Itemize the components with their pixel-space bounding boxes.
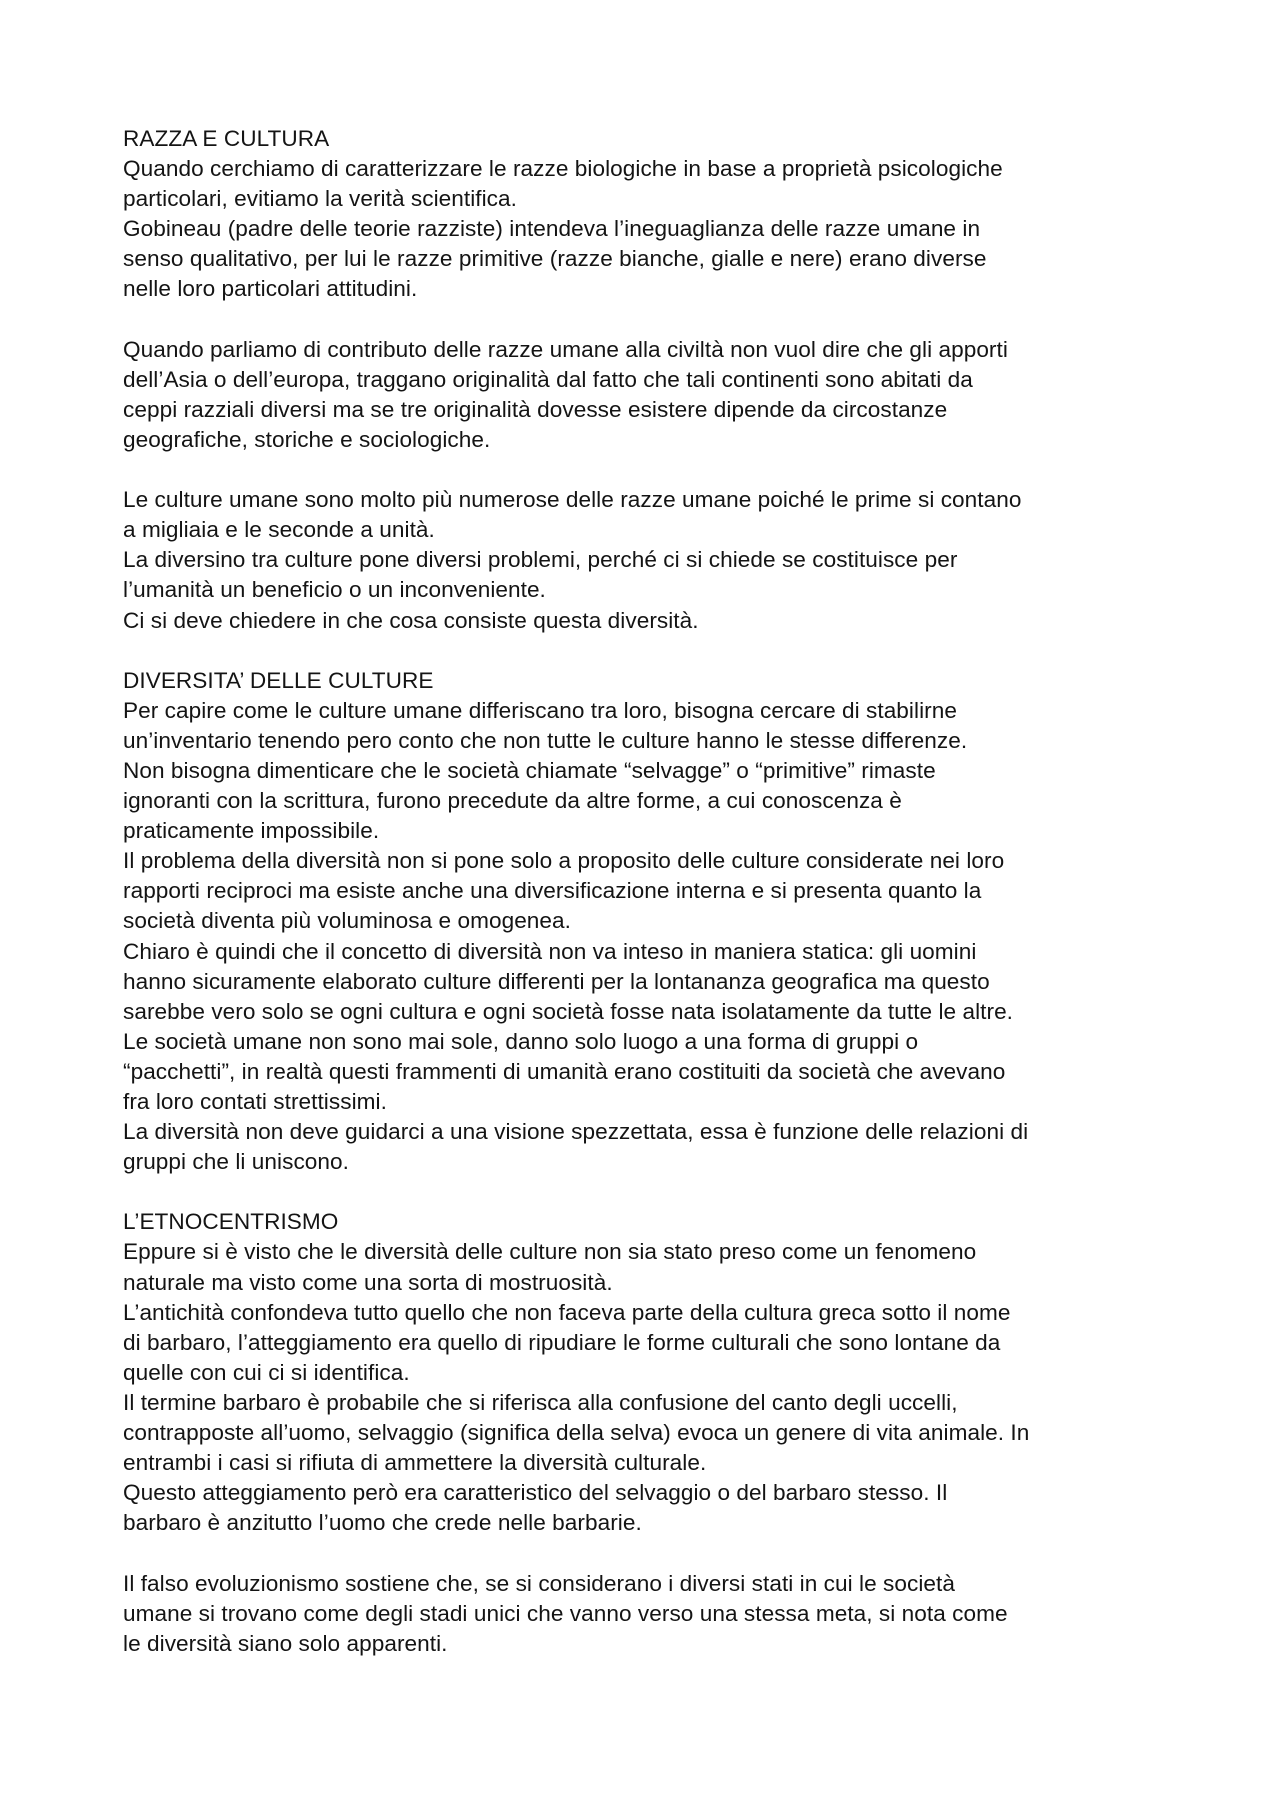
text-line: dell’Asia o dell’europa, traggano originalità dal fatto che tali continenti sono abitati da xyxy=(123,366,973,392)
paragraph-spacer xyxy=(123,305,1183,335)
text-line: geografiche, storiche e sociologiche. xyxy=(123,426,491,452)
text-line: DIVERSITA’ DELLE CULTURE xyxy=(123,667,434,693)
text-line: Chiaro è quindi che il concetto di diversità non va inteso in maniera statica: gli uomini xyxy=(123,938,977,964)
text-line: Il problema della diversità non si pone solo a proposito delle culture considerate nei loro xyxy=(123,848,1005,874)
text-line: Per capire come le culture umane differiscano tra loro, bisogna cercare di stabilirne xyxy=(123,697,957,723)
text-line: Questo atteggiamento però era caratteristico del selvaggio o del barbaro stesso. Il xyxy=(123,1480,948,1506)
paragraph-spacer xyxy=(123,636,1183,666)
text-line: le diversità siano solo apparenti. xyxy=(123,1630,448,1656)
text-line: nelle loro particolari attitudini. xyxy=(123,276,418,302)
text-line: quelle con cui ci si identifica. xyxy=(123,1359,410,1385)
text-line: praticamente impossibile. xyxy=(123,818,380,844)
text-line: Il falso evoluzionismo sostiene che, se si considerano i diversi stati in cui le società xyxy=(123,1570,955,1596)
text-line: l’umanità un beneficio o un inconveniente. xyxy=(123,577,546,603)
text-line: L’antichità confondeva tutto quello che non faceva parte della cultura greca sotto il nome xyxy=(123,1299,1011,1325)
text-line: Eppure si è visto che le diversità delle culture non sia stato preso come un fenomeno xyxy=(123,1239,977,1265)
text-line: sarebbe vero solo se ogni cultura e ogni società fosse nata isolatamente da tutte le altre. xyxy=(123,998,1014,1024)
text-line: contrapposte all’uomo, selvaggio (significa della selva) evoca un genere di vita animale. In xyxy=(123,1420,1030,1446)
text-line: L’ETNOCENTRISMO xyxy=(123,1209,339,1235)
text-line: “pacchetti”, in realtà questi frammenti di umanità erano costituiti da società che avevano xyxy=(123,1058,1006,1084)
text-line: società diventa più voluminosa e omogenea. xyxy=(123,908,571,934)
text-line: barbaro è anzitutto l’uomo che crede nelle barbarie. xyxy=(123,1510,642,1536)
text-line: senso qualitativo, per lui le razze primitive (razze bianche, gialle e nere) erano diverse xyxy=(123,246,987,272)
text-line: di barbaro, l’atteggiamento era quello di ripudiare le forme culturali che sono lontane da xyxy=(123,1329,1001,1355)
text-line: particolari, evitiamo la verità scientifica. xyxy=(123,186,517,212)
text-line: gruppi che li uniscono. xyxy=(123,1149,349,1175)
text-line: Quando parliamo di contributo delle razze umane alla civiltà non vuol dire che gli apporti xyxy=(123,336,1008,362)
text-line: Non bisogna dimenticare che le società chiamate “selvagge” o “primitive” rimaste xyxy=(123,757,936,783)
text-line: entrambi i casi si rifiuta di ammettere la diversità culturale. xyxy=(123,1450,707,1476)
paragraph-spacer xyxy=(123,1177,1183,1207)
text-line: ceppi razziali diversi ma se tre originalità dovesse esistere dipende da circostanze xyxy=(123,396,948,422)
paragraph-spacer xyxy=(123,1538,1183,1568)
text-line: Quando cerchiamo di caratterizzare le razze biologiche in base a proprietà psicologiche xyxy=(123,156,1003,182)
text-line: Le società umane non sono mai sole, danno solo luogo a una forma di gruppi o xyxy=(123,1028,919,1054)
text-line: un’inventario tenendo pero conto che non tutte le culture hanno le stesse differenze. xyxy=(123,727,968,753)
document-body xyxy=(123,124,1183,1659)
paragraph-spacer xyxy=(123,455,1183,485)
text-line: Le culture umane sono molto più numerose delle razze umane poiché le prime si contano xyxy=(123,487,1022,513)
text-line: fra loro contati strettissimi. xyxy=(123,1089,387,1114)
text-line: Ci si deve chiedere in che cosa consiste questa diversità. xyxy=(123,607,699,633)
text-line: umane si trovano come degli stadi unici che vanno verso una stessa meta, si nota come xyxy=(123,1600,1008,1626)
text-line: La diversità non deve guidarci a una visione spezzettata, essa è funzione delle relazioni di xyxy=(123,1119,1029,1145)
text-line: Il termine barbaro è probabile che si riferisca alla confusione del canto degli uccelli, xyxy=(123,1389,958,1415)
text-line: rapporti reciproci ma esiste anche una diversificazione interna e si presenta quanto la xyxy=(123,878,982,904)
text-line: La diversino tra culture pone diversi problemi, perché ci si chiede se costituisce per xyxy=(123,547,958,573)
text-line: RAZZA E CULTURA xyxy=(123,126,330,151)
text-line: ignoranti con la scrittura, furono precedute da altre forme, a cui conoscenza è xyxy=(123,788,902,814)
text-line: naturale ma visto come una sorta di mostruosità. xyxy=(123,1269,613,1295)
text-line: a migliaia e le seconde a unità. xyxy=(123,517,435,543)
text-line: hanno sicuramente elaborato culture differenti per la lontananza geografica ma questo xyxy=(123,968,990,994)
text-line: Gobineau (padre delle teorie razziste) intendeva l’ineguaglianza delle razze umane in xyxy=(123,216,981,242)
